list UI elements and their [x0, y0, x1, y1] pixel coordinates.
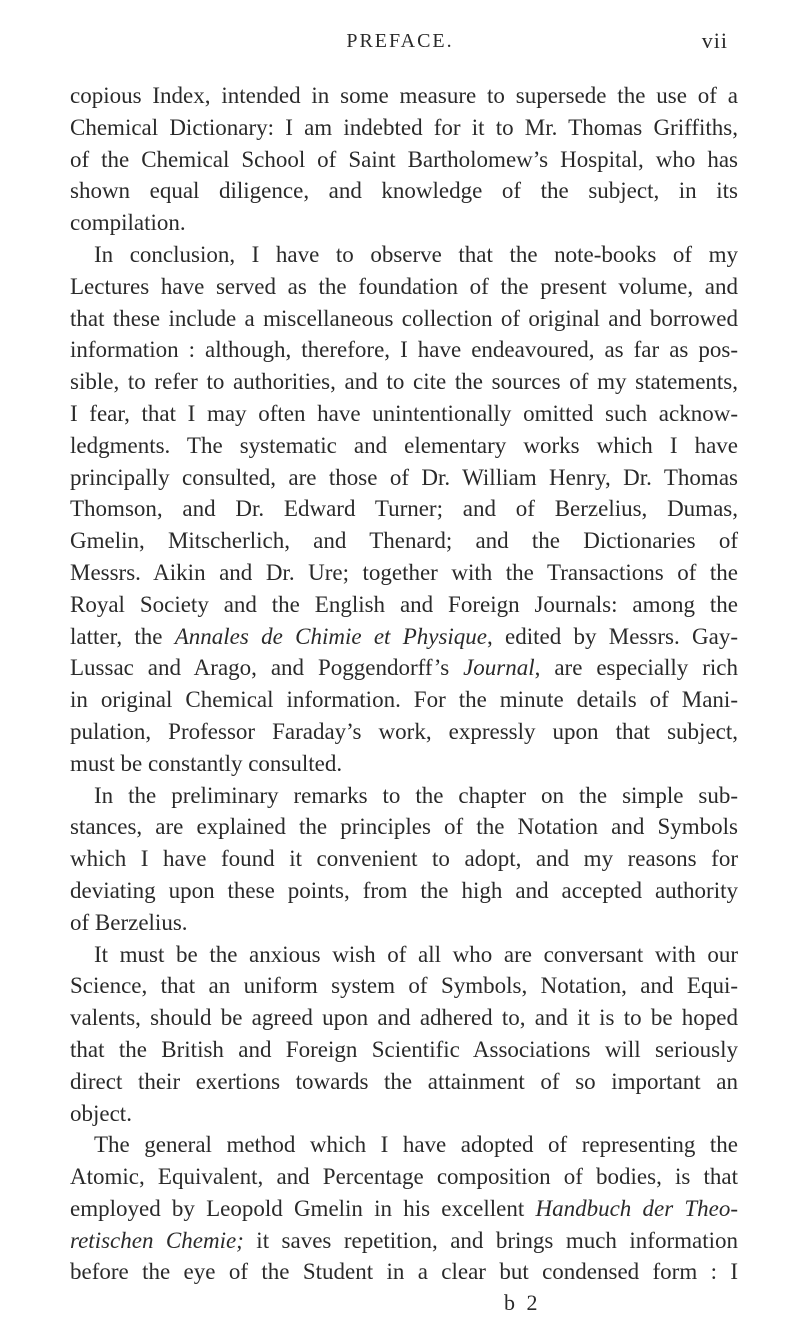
text-line: pulation, Professor Faraday’s work, expressly upon that subject,	[70, 718, 738, 744]
text-line: Science, that an uniform system of Symbols, Notation, and Equi-	[70, 973, 738, 999]
text-line: Thomson, and Dr. Edward Turner; and of Berzelius, Dumas,	[70, 496, 738, 522]
text-line: of Berzelius.	[70, 909, 188, 935]
text-fragment: Lussac and Arago, and Poggendorff’s	[70, 655, 464, 681]
text-line: sible, to refer to authorities, and to cite the sources of my statements,	[70, 369, 738, 395]
paragraph-start-line: In the preliminary remarks to the chapter on the simple sub-	[94, 782, 738, 808]
italic-title: retischen Chemie;	[70, 1227, 244, 1253]
text-line-with-italic	[70, 1225, 738, 1257]
italic-title: Annales de Chimie et Physique	[174, 623, 488, 649]
text-line: ledgments. The systematic and elementary works which I have	[70, 432, 738, 458]
text-line: Messrs. Aikin and Dr. Ure; together with the Transactions of the	[70, 559, 738, 585]
paragraph-start-line: It must be the anxious wish of all who are conversant with our	[94, 941, 738, 967]
text-line-with-italic	[70, 652, 738, 684]
italic-title: Journal	[463, 655, 535, 681]
text-line: stances, are explained the principles of the Notation and Symbols	[70, 814, 738, 840]
text-line: shown equal diligence, and knowledge of the subject, in its	[70, 178, 738, 204]
text-line: valents, should be agreed upon and adhered to, and it is to be hoped	[70, 1005, 738, 1031]
text-fragment: employed by Leopold Gmelin in his excellent	[70, 1195, 536, 1221]
text-line: of the Chemical School of Saint Bartholomew’s Hospital, who has	[70, 146, 738, 172]
text-line: Royal Society and the English and Foreign Journals: among the	[70, 591, 738, 617]
text-line: that the British and Foreign Scientific Associations will seriously	[70, 1036, 738, 1062]
text-line-with-italic	[70, 1193, 738, 1225]
text-fragment: latter, the	[70, 623, 175, 649]
preface-body	[70, 80, 738, 1288]
text-line: that these include a miscellaneous collection of original and borrowed	[70, 305, 738, 331]
text-line: Atomic, Equivalent, and Percentage composition of bodies, is that	[70, 1164, 738, 1190]
running-title: PREFACE.	[346, 30, 454, 52]
text-line: Lectures have served as the foundation of the present volume, and	[70, 273, 738, 299]
paragraph-start-line: The general method which I have adopted of representing the	[94, 1132, 738, 1158]
text-line: must be constantly consulted.	[70, 750, 343, 776]
running-header	[0, 28, 800, 56]
text-line: object.	[70, 1100, 132, 1126]
text-line: deviating upon these points, from the high and accepted authority	[70, 877, 738, 903]
italic-title: Handbuch der Theo-	[535, 1195, 739, 1221]
text-line: in original Chemical information. For the minute details of Mani-	[70, 687, 738, 713]
text-line: Chemical Dictionary: I am indebted for it to Mr. Thomas Griffiths,	[70, 114, 738, 140]
paragraph-start-line: In conclusion, I have to observe that the note-books of my	[94, 241, 738, 267]
signature-mark: b 2	[504, 1290, 541, 1315]
text-line-with-italic	[70, 621, 738, 653]
text-line: I fear, that I may often have unintentionally omitted such acknow-	[70, 400, 738, 426]
text-line: information : although, therefore, I have endeavoured, as far as pos-	[70, 337, 738, 363]
text-line: copious Index, intended in some measure to supersede the use of a	[70, 83, 738, 108]
text-line: direct their exertions towards the attainment of so important an	[70, 1068, 738, 1094]
text-line: which I have found it convenient to adopt, and my reasons for	[70, 846, 738, 872]
text-line: Gmelin, Mitscherlich, and Thenard; and the Dictionaries of	[70, 528, 738, 554]
text-line: compilation.	[70, 210, 186, 236]
text-line: principally consulted, are those of Dr. William Henry, Dr. Thomas	[70, 464, 738, 490]
text-fragment: it saves repetition, and brings much information	[243, 1227, 738, 1253]
text-fragment: , are especially rich	[534, 655, 738, 681]
text-line: before the eye of the Student in a clear but condensed form : I	[70, 1259, 738, 1285]
page-number: vii	[701, 28, 728, 53]
text-fragment: , edited by Messrs. Gay-	[487, 623, 738, 649]
